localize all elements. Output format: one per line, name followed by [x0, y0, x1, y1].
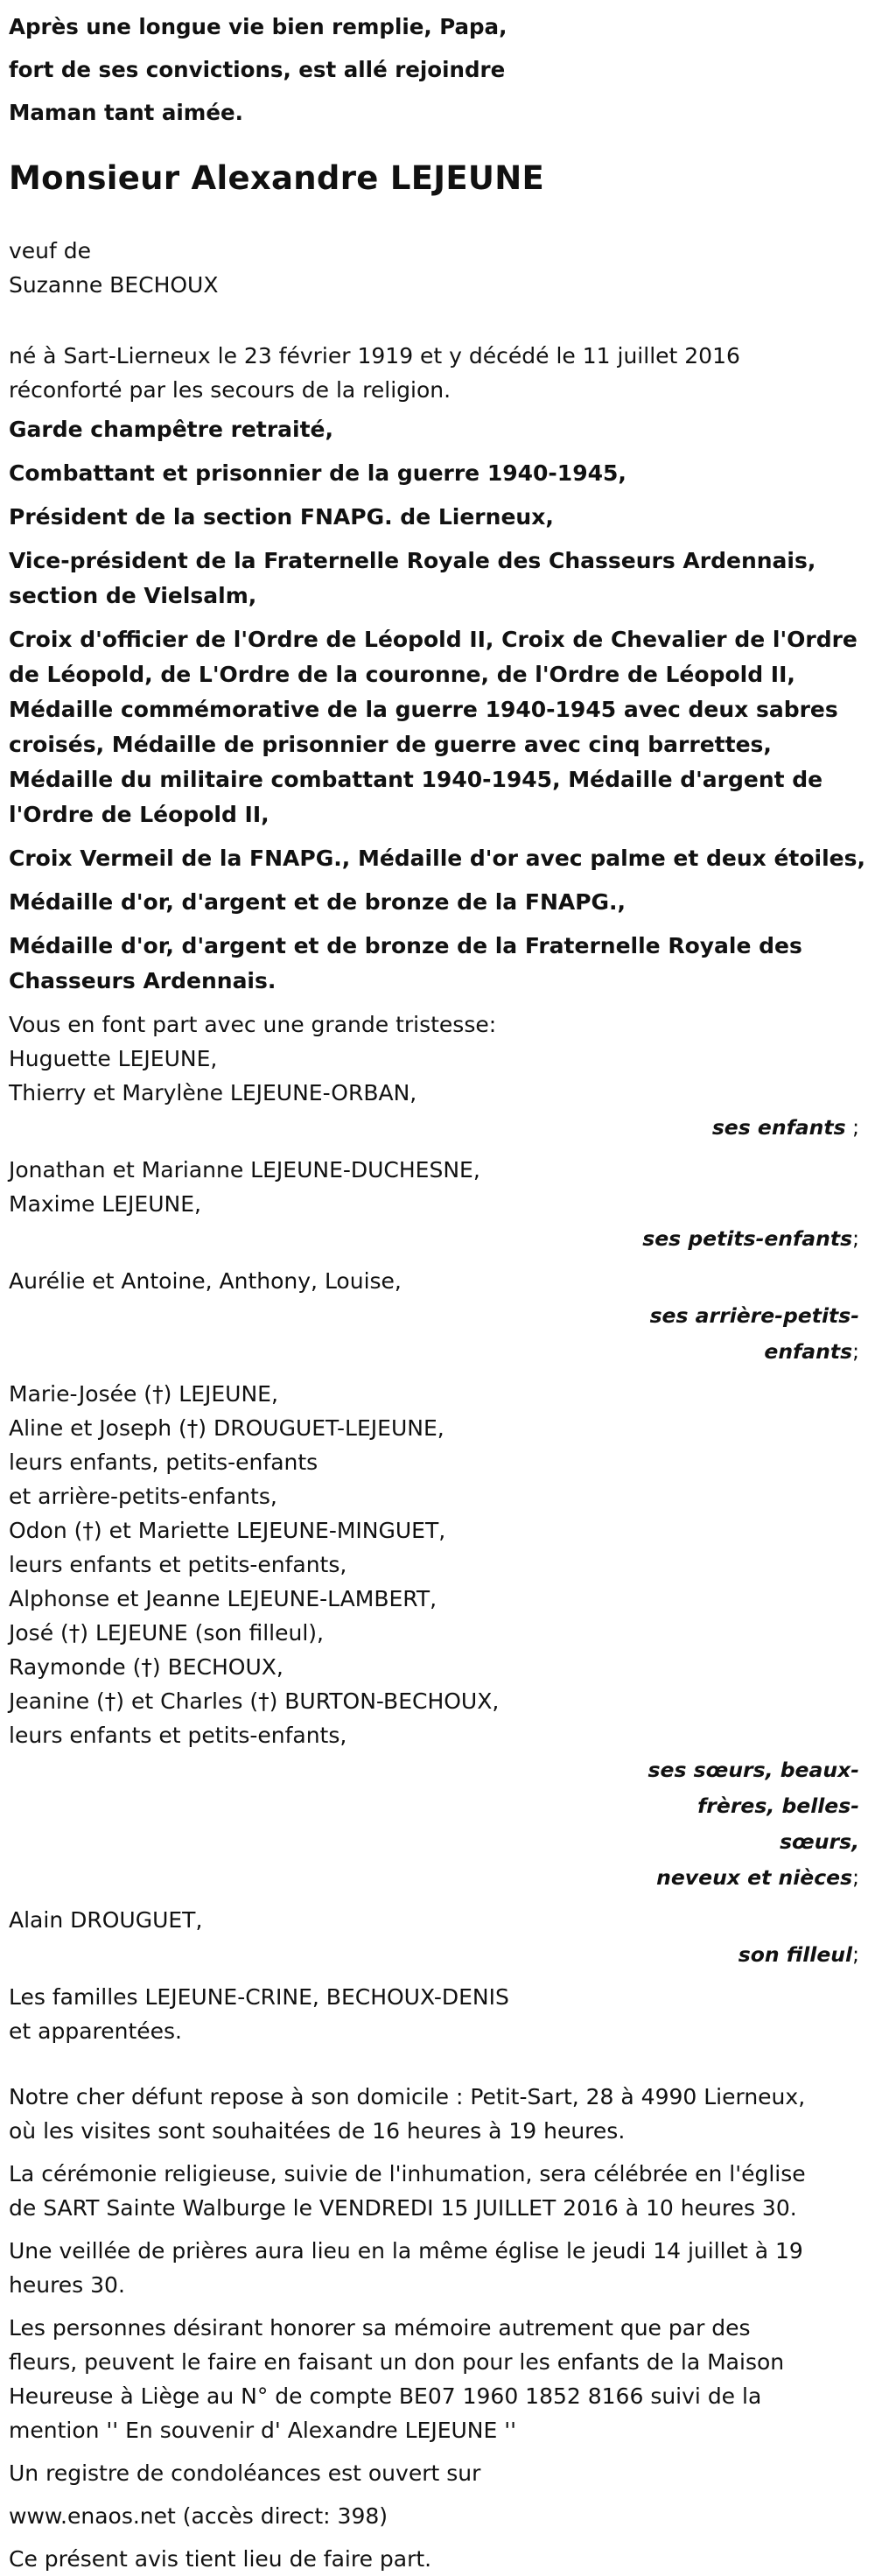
- paragraph-line: mention '' En souvenir d' Alexandre LEJEUNE '': [9, 2418, 516, 2443]
- family-name-line: leurs enfants et petits-enfants,: [9, 1723, 347, 1748]
- family-name-line: José (†) LEJEUNE (son filleul),: [9, 1620, 324, 1646]
- intro-line: fort de ses convictions, est allé rejoindre: [9, 57, 506, 82]
- relationship-label-line: frères, belles-: [697, 1793, 859, 1818]
- title-item: [9, 500, 866, 535]
- relationship-label-line: ses arrière-petits-: [649, 1303, 859, 1328]
- info-paragraph: [9, 2157, 866, 2225]
- relationship-label: [597, 1752, 859, 1896]
- info-paragraph: [9, 2499, 866, 2533]
- family-group: [9, 1042, 866, 1146]
- paragraph-line: Un registre de condoléances est ouvert sur: [9, 2460, 481, 2486]
- title-item: [9, 544, 866, 614]
- title-item: [9, 412, 866, 447]
- family-name-line: Odon (†) et Mariette LEJEUNE-MINGUET,: [9, 1518, 446, 1543]
- spacer: [9, 2048, 866, 2080]
- family-name-line: Jeanine (†) et Charles (†) BURTON-BECHOUX,: [9, 1688, 500, 1714]
- family-name-line: leurs enfants, petits-enfants: [9, 1449, 318, 1475]
- relationship-label-line: son filleul: [738, 1942, 853, 1967]
- title-line: de Léopold, de L'Ordre de la couronne, de l'Ordre de Léopold II,: [9, 662, 795, 687]
- spacer: [9, 302, 866, 339]
- paragraph-line: Heureuse à Liège au N° de compte BE07 1960 1852 8166 suivi de la: [9, 2383, 762, 2409]
- family-name-line: Raymonde (†) BECHOUX,: [9, 1654, 284, 1680]
- title-line: Président de la section FNAPG. de Lierneux,: [9, 504, 554, 530]
- title-item: [9, 841, 866, 876]
- family-name-line: et arrière-petits-enfants,: [9, 1484, 277, 1509]
- relationship-label-line: ses enfants: [711, 1115, 846, 1140]
- relationship-separator: ;: [852, 1942, 859, 1967]
- info-paragraph: [9, 2311, 866, 2447]
- spouse-name: Suzanne BECHOUX: [9, 272, 219, 298]
- paragraph-line: heures 30.: [9, 2272, 125, 2298]
- relationship-separator: ;: [852, 1226, 859, 1251]
- intro-block: [9, 5, 866, 134]
- title-line: Combattant et prisonnier de la guerre 1940-1945,: [9, 460, 626, 486]
- family-names: [9, 1042, 866, 1110]
- family-group: [9, 1903, 866, 1973]
- family-name-line: Marie-Josée (†) LEJEUNE,: [9, 1381, 278, 1407]
- paragraph-line: www.enaos.net (accès direct: 398): [9, 2503, 388, 2529]
- title-item: [9, 456, 866, 491]
- title-line: Médaille d'or, d'argent et de bronze de la FNAPG.,: [9, 889, 626, 915]
- relatives-line: Les familles LEJEUNE-CRINE, BECHOUX-DENIS: [9, 1984, 509, 2010]
- title-line: Garde champêtre retraité,: [9, 417, 334, 442]
- family-group: [9, 1377, 866, 1896]
- family-name-line: Alphonse et Jeanne LEJEUNE-LAMBERT,: [9, 1586, 438, 1611]
- family-name-line: Huguette LEJEUNE,: [9, 1046, 218, 1071]
- relationship-label-line: ses sœurs, beaux-: [648, 1758, 859, 1782]
- family-names: [9, 1903, 866, 1937]
- title-item: [9, 622, 866, 832]
- family-group: [9, 1153, 866, 1257]
- title-line: croisés, Médaille de prisonnier de guerre avec cinq barrettes,: [9, 732, 772, 757]
- family-group: [9, 1264, 866, 1370]
- title-line: l'Ordre de Léopold II,: [9, 802, 270, 827]
- paragraph-line: fleurs, peuvent le faire en faisant un don pour les enfants de la Maison: [9, 2349, 785, 2375]
- family-name-line: leurs enfants et petits-enfants,: [9, 1552, 347, 1577]
- relationship-separator: ;: [845, 1115, 859, 1140]
- intro-line: Après une longue vie bien remplie, Papa,: [9, 14, 508, 39]
- title-item: [9, 929, 866, 999]
- title-line: section de Vielsalm,: [9, 583, 257, 608]
- info-paragraph: [9, 2542, 866, 2576]
- family-name-line: Aurélie et Antoine, Anthony, Louise,: [9, 1268, 402, 1294]
- title-line: Croix d'officier de l'Ordre de Léopold II, Croix de Chevalier de l'Ordre: [9, 627, 858, 652]
- relationship-label-line: enfants: [764, 1339, 853, 1364]
- family-names: [9, 1153, 866, 1221]
- announce-line: Vous en font part avec une grande tristesse:: [9, 1012, 497, 1037]
- family-names: [9, 1264, 866, 1298]
- relationship-label: [597, 1937, 859, 1973]
- info-paragraphs: [9, 2080, 866, 2576]
- relatives-block: [9, 1980, 866, 2048]
- paragraph-line: de SART Sainte Walburge le VENDREDI 15 JUILLET 2016 à 10 heures 30.: [9, 2195, 797, 2221]
- info-paragraph: [9, 2456, 866, 2490]
- title-line: Médaille commémorative de la guerre 1940-1945 avec deux sabres: [9, 697, 838, 722]
- family-name-line: Thierry et Marylène LEJEUNE-ORBAN,: [9, 1080, 417, 1106]
- title-line: Chasseurs Ardennais.: [9, 968, 276, 993]
- relationship-label-line: neveux et nièces: [656, 1865, 853, 1890]
- family-name-line: Alain DROUGUET,: [9, 1907, 203, 1933]
- title-line: Croix Vermeil de la FNAPG., Médaille d'or avec palme et deux étoiles,: [9, 846, 866, 871]
- title-line: Médaille du militaire combattant 1940-1945, Médaille d'argent de: [9, 767, 823, 792]
- relationship-label: [597, 1110, 859, 1146]
- widower-line: veuf de: [9, 238, 92, 263]
- paragraph-line: Une veillée de prières aura lieu en la même église le jeudi 14 juillet à 19: [9, 2238, 803, 2264]
- relationship-separator: ;: [852, 1865, 859, 1890]
- relationship-label-line: ses petits-enfants: [642, 1226, 853, 1251]
- relationship-label-line: sœurs,: [780, 1829, 859, 1854]
- info-paragraph: [9, 2234, 866, 2302]
- intro-line: Maman tant aimée.: [9, 100, 243, 125]
- family-names: [9, 1377, 866, 1752]
- relationship-label: [597, 1298, 859, 1370]
- birth-line: réconforté par les secours de la religion.: [9, 377, 452, 403]
- relationship-separator: ;: [852, 1339, 859, 1364]
- birth-block: [9, 339, 866, 407]
- relationship-label: [597, 1221, 859, 1257]
- paragraph-line: Notre cher défunt repose à son domicile : Petit-Sart, 28 à 4990 Lierneux,: [9, 2084, 806, 2109]
- title-item: [9, 885, 866, 920]
- title-line: Médaille d'or, d'argent et de bronze de la Fraternelle Royale des: [9, 933, 802, 958]
- families-block: [9, 1042, 866, 1973]
- widower-block: [9, 234, 866, 302]
- paragraph-line: La cérémonie religieuse, suivie de l'inhumation, sera célébrée en l'église: [9, 2161, 806, 2186]
- birth-line: né à Sart-Lierneux le 23 février 1919 et y décédé le 11 juillet 2016: [9, 343, 740, 369]
- paragraph-line: où les visites sont souhaitées de 16 heures à 19 heures.: [9, 2118, 626, 2144]
- family-name-line: Aline et Joseph (†) DROUGUET-LEJEUNE,: [9, 1415, 444, 1441]
- paragraph-line: Les personnes désirant honorer sa mémoire autrement que par des: [9, 2315, 751, 2341]
- title-line: Vice-président de la Fraternelle Royale des Chasseurs Ardennais,: [9, 548, 816, 573]
- titles-block: [9, 412, 866, 999]
- info-paragraph: [9, 2080, 866, 2148]
- relatives-line: et apparentées.: [9, 2018, 182, 2044]
- deceased-name: Monsieur Alexandre LEJEUNE: [9, 159, 545, 197]
- family-name-line: Jonathan et Marianne LEJEUNE-DUCHESNE,: [9, 1157, 480, 1183]
- paragraph-line: Ce présent avis tient lieu de faire part.: [9, 2546, 432, 2572]
- family-name-line: Maxime LEJEUNE,: [9, 1191, 201, 1217]
